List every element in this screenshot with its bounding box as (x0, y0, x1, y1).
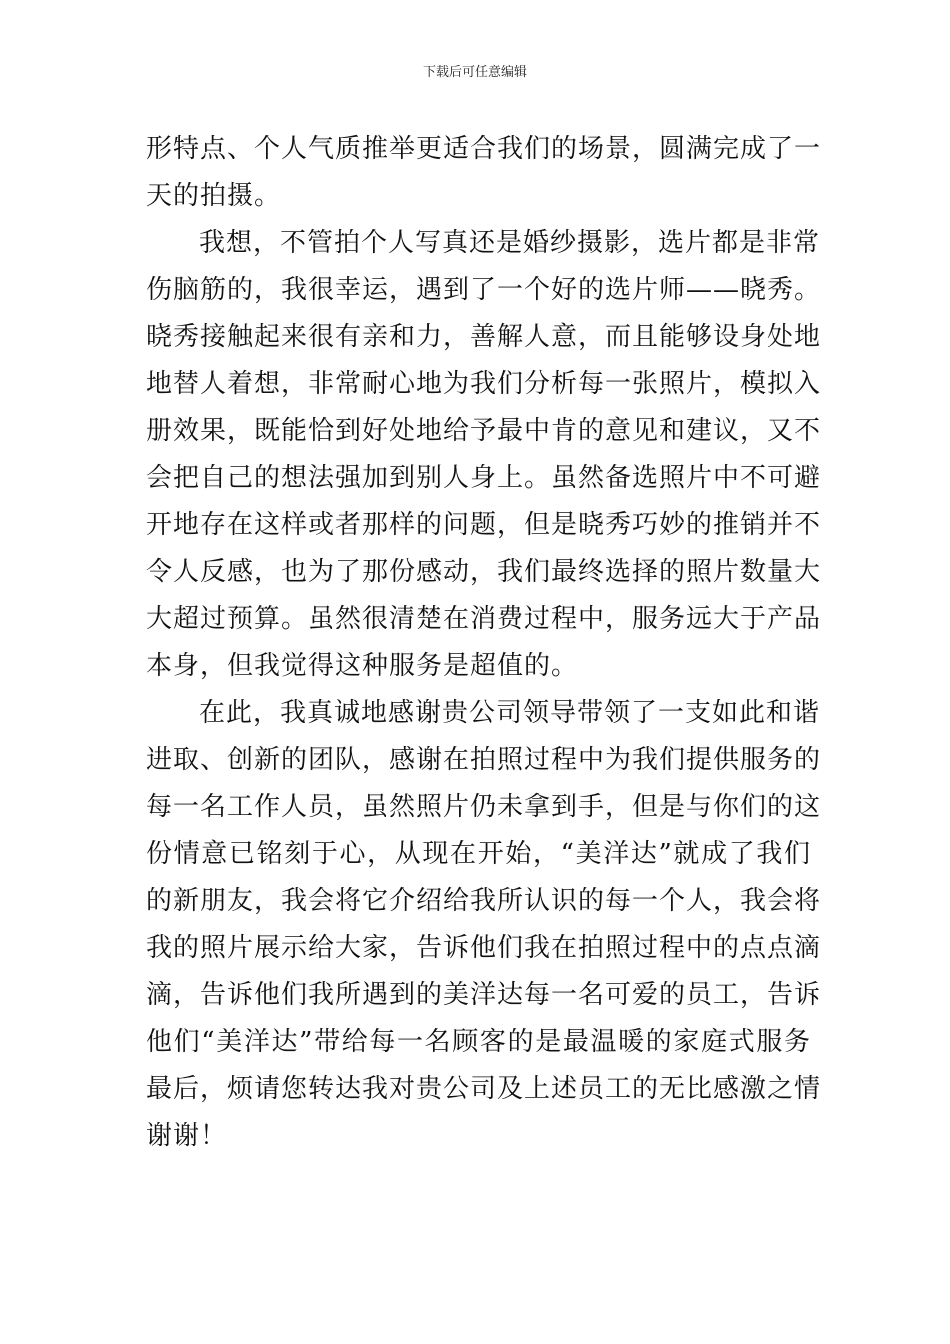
paragraph-line: 天的拍摄。 (146, 181, 282, 211)
paragraph-line: 我的照片展示给大家，告诉他们我在拍照过程中的点点滴 (146, 933, 822, 963)
paragraph-line: 伤脑筋的，我很幸运，遇到了一个好的选片师——晓秀。 (146, 275, 822, 305)
paragraph-line: 大超过预算。虽然很清楚在消费过程中，服务远大于产品 (146, 604, 822, 634)
paragraph-line: 谢谢！ (146, 1121, 228, 1151)
page-header: 下载后可任意编辑 (422, 65, 527, 80)
paragraph-line: 在此，我真诚地感谢贵公司领导带领了一支如此和谐 (199, 698, 821, 728)
document-body (146, 126, 822, 1160)
paragraph-line: 进取、创新的团队，感谢在拍照过程中为我们提供服务的 (146, 745, 822, 775)
paragraph-line: 晓秀接触起来很有亲和力，善解人意，而且能够设身处地 (146, 322, 822, 352)
paragraph-line: 令人反感，也为了那份感动，我们最终选择的照片数量大 (146, 557, 822, 587)
paragraph-line: 形特点、个人气质推举更适合我们的场景，圆满完成了一 (146, 134, 822, 164)
paragraph-line: 每一名工作人员，虽然照片仍未拿到手，但是与你们的这 (146, 792, 822, 822)
paragraph-line: 我想，不管拍个人写真还是婚纱摄影，选片都是非常 (199, 228, 821, 258)
paragraph-line: 会把自己的想法强加到别人身上。虽然备选照片中不可避 (146, 463, 822, 493)
paragraph-line: 最后，烦请您转达我对贵公司及上述员工的无比感激之情 (146, 1074, 822, 1104)
paragraph-line: 本身，但我觉得这种服务是超值的。 (146, 651, 579, 681)
paragraph-line: 他们“美洋达”带给每一名顾客的是最温暖的家庭式服务 (146, 1027, 811, 1057)
paragraph-line: 开地存在这样或者那样的问题，但是晓秀巧妙的推销并不 (146, 510, 822, 540)
paragraph-line: 册效果，既能恰到好处地给予最中肯的意见和建议，又不 (146, 416, 822, 446)
paragraph-line: 份情意已铭刻于心，从现在开始，“美洋达”就成了我们 (146, 839, 811, 869)
paragraph-line: 地替人着想，非常耐心地为我们分析每一张照片，模拟入 (146, 369, 822, 399)
paragraph-line: 的新朋友，我会将它介绍给我所认识的每一个人，我会将 (146, 886, 822, 916)
paragraph-line: 滴，告诉他们我所遇到的美洋达每一名可爱的员工，告诉 (146, 980, 822, 1010)
